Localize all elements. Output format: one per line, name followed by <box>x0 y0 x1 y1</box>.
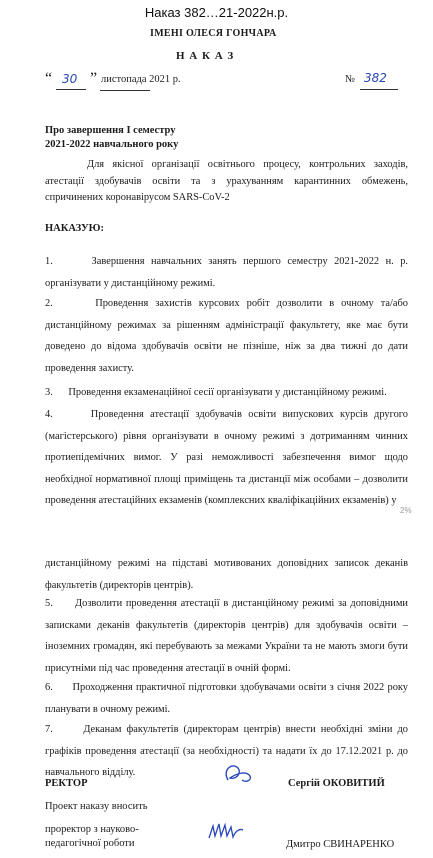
doc-type-heading: Н А К А З <box>176 50 235 62</box>
vice-rector-title-line-2: педагогічної роботи <box>45 838 135 849</box>
subject-line-2: 2021-2022 навчального року <box>45 139 179 150</box>
item-number: 1. <box>45 256 53 267</box>
item-text: дистанційному режимі на підставі мотивованих доповідних записок деканів факультетів (директорів центрів). <box>45 558 408 591</box>
page-gap <box>0 520 433 550</box>
number-value: 382 <box>364 71 387 85</box>
subject-line-1: Про завершення І семестру <box>45 125 176 136</box>
item-text: Деканам факультетів (директорам центрів) внести необхідні зміни до графіків проведення атестації (за необхідності) та надати їх до 17.12.2021 р. до навчального відділу. <box>45 724 408 779</box>
document-page-2 <box>0 550 433 858</box>
item-text: Дозволити проведення атестації в дистанційному режимі за доповідними записками деканів факультетів (директорів центрів) для здобувачів освіти – іноземних громадян, які перебувають за межами України та не мають змоги бути присутніми під час проведення атестації в очній формі. <box>45 598 408 674</box>
order-item-3 <box>45 382 408 404</box>
number-sign: № <box>345 74 356 85</box>
item-text: Проведення атестації здобувачів освіти випускових курсів другого (магістерського) рівня організувати в очному режимі з дотриманням чинних протиепідемічних вимог. У разі неможливості забезпечення вимог щодо необхідної нормативної площі приміщень та дистанції між особами – дозволити проведення атестаційних екзаменів (комплексних кваліфікаційних екзаменів) у <box>45 409 408 507</box>
item-text: Завершення навчальних занять першого семестру 2021-2022 н. р. організувати у дистанційному режимі. <box>45 256 408 289</box>
date-open-quote: “ <box>45 70 53 87</box>
page-mark: 2% <box>400 506 412 515</box>
item-number: 4. <box>45 409 53 420</box>
number-underline <box>360 89 398 90</box>
item-number: 2. <box>45 298 53 309</box>
item-text: Проведення екзаменаційної сесії організувати у дистанційному режимі. <box>68 387 387 398</box>
item-number: 6. <box>45 682 53 693</box>
institution-line: ІМЕНІ ОЛЕСЯ ГОНЧАРА <box>150 28 277 39</box>
window-title: Наказ 382…21-2022н.р. <box>144 5 289 20</box>
order-item-5 <box>45 593 408 679</box>
order-item-6 <box>45 677 408 720</box>
date-day: 30 <box>62 72 78 86</box>
date-close-quote: ” <box>90 70 98 87</box>
order-item-4-continuation <box>45 553 408 596</box>
date-month-year: листопада 2021 р. <box>101 74 181 85</box>
item-number: 7. <box>45 724 53 735</box>
preamble-paragraph: Для якісної організації освітнього процесу, контрольних заходів, атестації здобувачів освіти та з урахуванням карантинних обмежень, спричинених коронавірусом SARS-CoV-2 <box>45 159 408 203</box>
item-number: 3. <box>45 387 53 398</box>
vice-rector-name: Дмитро СВИНАРЕНКО <box>286 839 395 850</box>
order-item-4 <box>45 404 408 512</box>
item-text: Проведення захистів курсових робіт дозволити в очному та/або дистанційному режимах за рішенням адміністрації факультету, яке має бути доведено до відома здобувачів освіти не пізніше, ніж за два тижні до дати проведення захисту. <box>45 298 408 374</box>
order-word: НАКАЗУЮ: <box>45 223 104 234</box>
date-extra-line <box>100 90 150 91</box>
vice-rector-title-line-1: проректор з науково- <box>45 824 139 835</box>
item-text: Проходження практичної підготовки здобувачами освіти з січня 2022 року планувати в очному режимі. <box>45 682 408 715</box>
submitted-label: Проект наказу вносить <box>45 801 148 812</box>
rector-name: Сергій ОКОВИТИЙ <box>288 778 385 789</box>
vice-rector-signature <box>205 818 245 844</box>
order-item-1 <box>45 251 408 294</box>
order-item-2 <box>45 293 408 379</box>
date-day-underline <box>56 89 86 90</box>
document-page-1 <box>0 26 433 520</box>
rector-signature <box>220 760 260 788</box>
rector-title: РЕКТОР <box>45 778 88 789</box>
item-number: 5. <box>45 598 53 609</box>
